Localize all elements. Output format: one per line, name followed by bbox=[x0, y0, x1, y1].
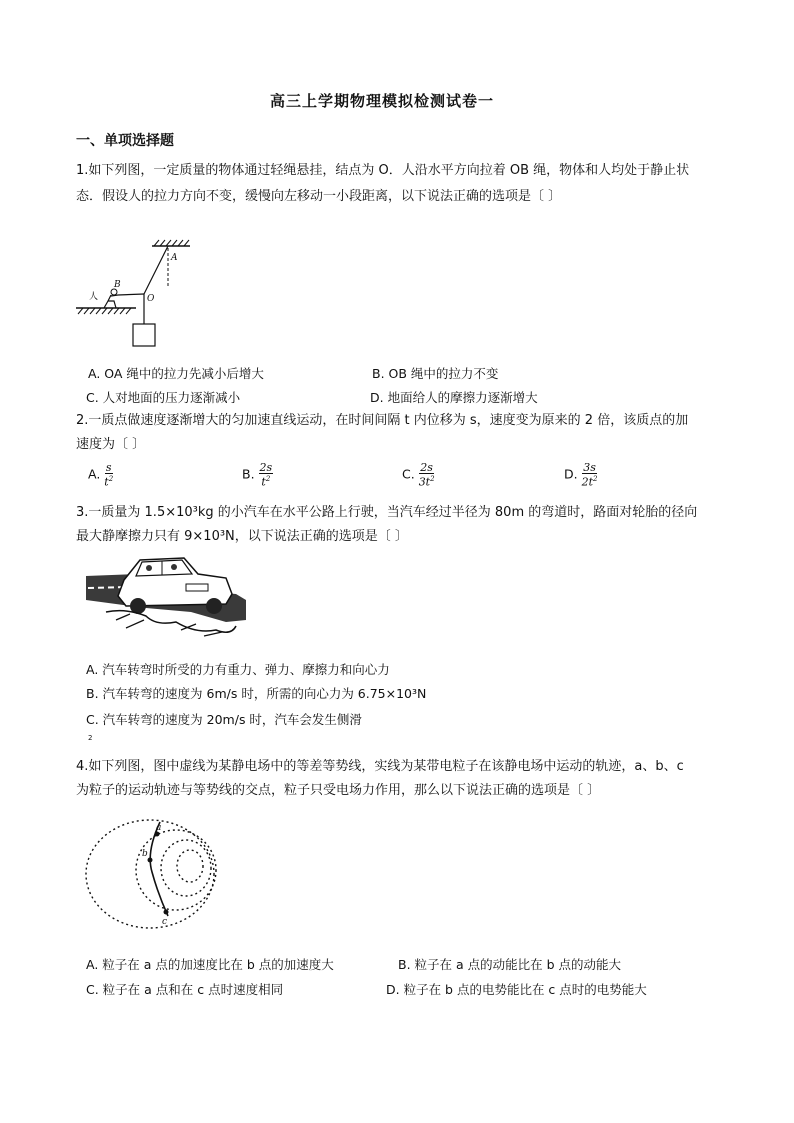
q3-option-b[interactable]: B. 汽车转弯的速度为 6m/s 时，所需的向心力为 6.75×10³N bbox=[86, 686, 427, 701]
q1-label-A: A bbox=[171, 253, 178, 263]
q2-option-a-fraction: $\frac{s}{t^2}$ bbox=[104, 461, 114, 489]
q1-label-person: 人 bbox=[89, 292, 99, 302]
q4-label-c: c bbox=[162, 917, 168, 927]
q3-stray-mark: 2 bbox=[88, 734, 93, 742]
q3-figure-car-turning bbox=[86, 550, 246, 642]
q3-stem-line2: 最大静摩擦力只有 9×10³N，以下说法正确的选项是〔 〕 bbox=[76, 529, 408, 544]
q2-option-d[interactable] bbox=[564, 462, 597, 488]
q1-option-b[interactable]: B. OB 绳中的拉力不变 bbox=[372, 366, 499, 381]
q2-stem-line2: 速度为〔 〕 bbox=[76, 437, 146, 452]
q1-option-d[interactable]: D. 地面给人的摩擦力逐渐增大 bbox=[370, 390, 538, 405]
q4-figure-equipotential-lines bbox=[80, 812, 240, 942]
q4-label-a: a bbox=[156, 823, 162, 833]
section-heading: 一、单项选择题 bbox=[76, 133, 174, 149]
q2-option-b[interactable] bbox=[242, 462, 273, 488]
q2-option-d-label: D. bbox=[564, 466, 578, 482]
q4-option-d[interactable]: D. 粒子在 b 点的电势能比在 c 点时的电势能大 bbox=[386, 982, 647, 997]
q2-option-c[interactable] bbox=[402, 462, 435, 488]
q2-option-a[interactable] bbox=[88, 462, 113, 488]
q2-option-b-fraction: $\frac{2s}{t^2}$ bbox=[259, 461, 273, 489]
q2-option-d-fraction: $\frac{3s}{2t^2}$ bbox=[581, 461, 598, 489]
q2-stem-line1: 2.一质点做速度逐渐增大的匀加速直线运动，在时间间隔 t 内位移为 s，速度变为原来的 2 倍，该质点的加 bbox=[76, 413, 689, 428]
q2-option-b-label: B. bbox=[242, 466, 255, 482]
q1-label-B: B bbox=[114, 280, 121, 290]
q2-option-c-label: C. bbox=[402, 466, 415, 482]
q1-figure-rope-diagram bbox=[70, 238, 200, 353]
q1-option-c[interactable]: C. 人对地面的压力逐渐减小 bbox=[86, 390, 241, 405]
q1-option-a[interactable]: A. OA 绳中的拉力先减小后增大 bbox=[88, 366, 264, 381]
q4-stem-line2: 为粒子的运动轨迹与等势线的交点，粒子只受电场力作用，那么以下说法正确的选项是〔 〕 bbox=[76, 783, 601, 798]
q3-stem-line1: 3.一质量为 1.5×10³kg 的小汽车在水平公路上行驶，当汽车经过半径为 80m 的弯道时，路面对轮胎的径向 bbox=[76, 505, 698, 520]
page-title: 高三上学期物理模拟检测试卷一 bbox=[270, 92, 495, 110]
q3-option-a[interactable]: A. 汽车转弯时所受的力有重力、弹力、摩擦力和向心力 bbox=[86, 662, 390, 677]
q4-option-b[interactable]: B. 粒子在 a 点的动能比在 b 点的动能大 bbox=[398, 957, 622, 972]
q1-label-O: O bbox=[147, 294, 155, 304]
q3-option-c[interactable]: C. 汽车转弯的速度为 20m/s 时，汽车会发生侧滑 bbox=[86, 712, 362, 727]
q4-option-a[interactable]: A. 粒子在 a 点的加速度比在 b 点的加速度大 bbox=[86, 957, 334, 972]
q2-option-a-label: A. bbox=[88, 466, 101, 482]
q2-option-c-fraction: $\frac{2s}{3t^2}$ bbox=[418, 461, 435, 489]
q4-label-b: b bbox=[142, 849, 148, 859]
q4-option-c[interactable]: C. 粒子在 a 点和在 c 点时速度相同 bbox=[86, 982, 284, 997]
q4-stem-line1: 4.如下列图，图中虚线为某静电场中的等差等势线，实线为某带电粒子在该静电场中运动的轨迹，a、b、c bbox=[76, 759, 684, 774]
q1-stem-line2: 态．假设人的拉力方向不变，缓慢向左移动一小段距离，以下说法正确的选项是〔 〕 bbox=[76, 189, 562, 204]
q1-stem-line1: 1.如下列图，一定质量的物体通过轻绳悬挂，结点为 O．人沿水平方向拉着 OB 绳，物体和人均处于静止状 bbox=[76, 163, 690, 178]
